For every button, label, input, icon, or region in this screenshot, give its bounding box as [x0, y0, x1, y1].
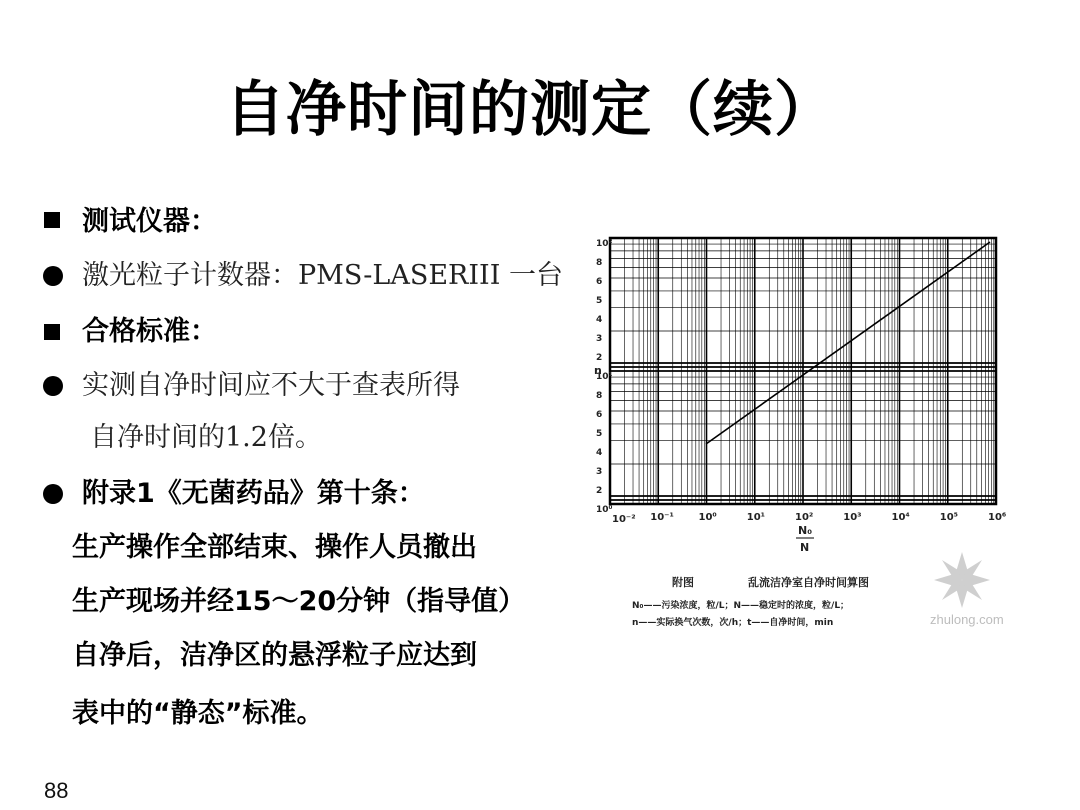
y-tick-label: 8 — [596, 258, 603, 268]
figure-caption-label: 附图 — [672, 576, 694, 589]
round-bullet-icon — [43, 376, 63, 396]
x-first-tick: 10⁻² — [612, 514, 636, 525]
x-axis-label-denominator: N — [800, 541, 810, 554]
x-tick-label: 10³ — [843, 512, 862, 523]
round-bullet-icon — [43, 484, 63, 504]
x-tick-label: 10⁵ — [939, 512, 959, 523]
nomogram-grid — [610, 238, 996, 504]
x-axis-label-numerator: N₀ — [798, 524, 813, 537]
figure-legend-line1: N₀——污染浓度，粒/L；N——稳定时的浓度，粒/L； — [632, 601, 850, 611]
watermark-logo-icon — [918, 548, 1008, 618]
y-tick-label: 10² — [596, 239, 613, 249]
x-tick-label: 10⁻¹ — [650, 512, 674, 523]
x-tick-label: 10⁶ — [988, 512, 1007, 523]
appendix-line: 生产现场并经15～20分钟（指导值） — [72, 586, 526, 617]
x-tick-labels — [650, 512, 1006, 523]
square-bullet-icon — [44, 212, 60, 228]
y-tick-label: 3 — [596, 334, 603, 344]
page-title: 自净时间的测定（续） — [225, 75, 835, 145]
standard-item-line2: 自净时间的1.2倍。 — [90, 422, 322, 453]
y-tick-label: 4 — [596, 315, 603, 325]
y-tick-label: 2 — [596, 486, 603, 496]
figure-legend-line2: n——实际换气次数，次/h；t——自净时间，min — [632, 618, 834, 628]
x-tick-label: 10⁴ — [891, 512, 910, 523]
appendix-line: 自净后，洁净区的悬浮粒子应达到 — [72, 640, 477, 671]
y-tick-label: 5 — [596, 429, 603, 439]
instrument-heading: 测试仪器： — [82, 206, 217, 237]
y-tick-label: 5 — [596, 296, 603, 306]
appendix-heading: 附录1《无菌药品》第十条： — [82, 478, 425, 509]
round-bullet-icon — [43, 266, 63, 286]
appendix-line: 生产操作全部结束、操作人员撤出 — [72, 532, 477, 563]
page-number: 88 — [44, 778, 69, 803]
appendix-line: 表中的“静态”标准。 — [72, 698, 324, 729]
x-tick-label: 10¹ — [746, 512, 766, 523]
y-tick-label: 8 — [596, 391, 603, 401]
y-axis-label: n — [594, 364, 602, 377]
watermark-text: zhulong.com — [930, 612, 1004, 627]
figure-caption-title: 乱流洁净室自净时间算图 — [748, 576, 869, 589]
y-tick-label: 10¹ — [596, 372, 613, 382]
y-tick-label: 6 — [596, 410, 603, 420]
y-tick-label: 10⁰ — [596, 505, 613, 515]
y-tick-label: 2 — [596, 353, 603, 363]
square-bullet-icon — [44, 324, 60, 340]
x-tick-label: 10⁰ — [698, 512, 717, 523]
x-tick-label: 10² — [795, 512, 814, 523]
y-tick-label: 3 — [596, 467, 603, 477]
standard-item-line1: 实测自净时间应不大于查表所得 — [82, 370, 460, 401]
y-tick-label: 4 — [596, 448, 603, 458]
instrument-item: 激光粒子计数器：PMS-LASERIII 一台 — [82, 260, 563, 291]
y-tick-label: 6 — [596, 277, 603, 287]
standard-heading: 合格标准： — [82, 316, 217, 347]
